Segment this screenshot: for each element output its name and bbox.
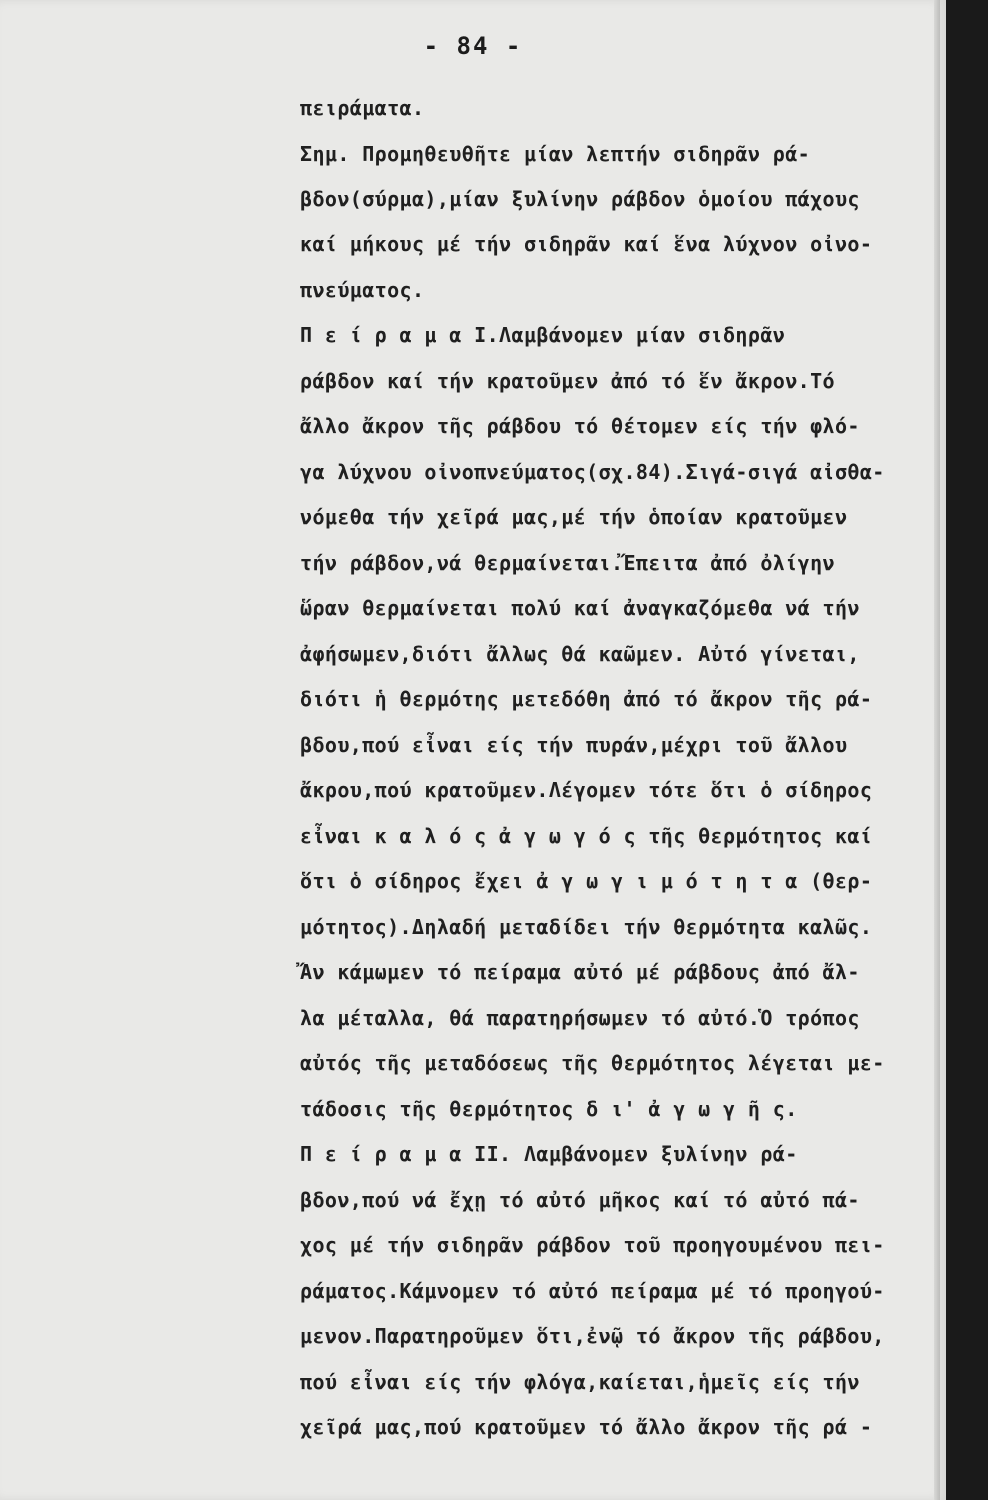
text-line: χεῖρά μας,πού κρατοῦμεν τό ἄλλο ἄκρον τῆς ρά - bbox=[300, 1415, 873, 1439]
text-line: καί μήκους μέ τήν σιδηρᾶν καί ἕνα λύχνον οἰνο- bbox=[300, 232, 873, 256]
text-line: Σημ. Προμηθευθῆτε μίαν λεπτήν σιδηρᾶν ρά- bbox=[300, 142, 811, 166]
text-line: διότι ἡ θερμότης μετεδόθη ἀπό τό ἄκρον τῆς ρά- bbox=[300, 687, 873, 711]
text-line: εἶναι κ α λ ό ς ἀ γ ω γ ό ς τῆς θερμότητος καί bbox=[300, 824, 873, 848]
text-line: πνεύματος. bbox=[300, 278, 425, 302]
text-line: τάδοσις τῆς θερμότητος δ ι' ἀ γ ω γ ῆ ς. bbox=[300, 1097, 798, 1121]
text-line: χος μέ τήν σιδηρᾶν ράβδον τοῦ προηγουμένου πει- bbox=[300, 1233, 885, 1257]
text-line: ἀφήσωμεν,διότι ἄλλως θά καῶμεν. Αὐτό γίνεται, bbox=[300, 642, 860, 666]
text-line: πειράματα. bbox=[300, 96, 425, 120]
text-line: ἄλλο ἄκρον τῆς ράβδου τό θέτομεν είς τήν φλό- bbox=[300, 414, 860, 438]
text-line: μενον.Παρατηροῦμεν ὅτι,ἐνῷ τό ἄκρον τῆς ράβδου, bbox=[300, 1324, 885, 1348]
text-line: γα λύχνου οἰνοπνεύματος(σχ.84).Σιγά-σιγά αἰσθα- bbox=[300, 460, 885, 484]
text-line: βδον(σύρμα),μίαν ξυλίνην ράβδον ὁμοίου πάχους bbox=[300, 187, 860, 211]
text-line: λα μέταλλα, θά παρατηρήσωμεν τό αὐτό.Ὁ τρόπος bbox=[300, 1006, 860, 1030]
text-line: βδου,πού εἶναι είς τήν πυράν,μέχρι τοῦ ἄλλου bbox=[300, 733, 848, 757]
text-line: Π ε ί ρ α μ α Ι.Λαμβάνομεν μίαν σιδηρᾶν bbox=[300, 323, 786, 347]
text-line: ράβδον καί τήν κρατοῦμεν ἀπό τό ἕν ἄκρον.Τό bbox=[300, 369, 835, 393]
text-line: νόμεθα τήν χεῖρά μας,μέ τήν ὁποίαν κρατοῦμεν bbox=[300, 505, 848, 529]
text-line: ράματος.Κάμνομεν τό αὐτό πείραμα μέ τό προηγού- bbox=[300, 1279, 885, 1303]
text-line: αὐτός τῆς μεταδόσεως τῆς θερμότητος λέγεται με- bbox=[300, 1051, 885, 1075]
text-line: πού εἶναι είς τήν φλόγα,καίεται,ἡμεῖς είς τήν bbox=[300, 1370, 860, 1394]
text-line: ἄκρου,πού κρατοῦμεν.Λέγομεν τότε ὅτι ὁ σίδηρος bbox=[300, 778, 873, 802]
text-line: Π ε ί ρ α μ α ΙΙ. Λαμβάνομεν ξυλίνην ρά- bbox=[300, 1142, 798, 1166]
text-line: μότητος).Δηλαδή μεταδίδει τήν θερμότητα καλῶς. bbox=[300, 915, 873, 939]
page-number: - 84 - bbox=[423, 32, 523, 60]
page-edge-shadow bbox=[934, 0, 940, 1500]
text-line: Ἄν κάμωμεν τό πείραμα αὐτό μέ ράβδους ἀπό ἄλ- bbox=[300, 960, 860, 984]
text-line: ὅτι ὁ σίδηρος ἔχει ἀ γ ω γ ι μ ό τ η τ α (θερ- bbox=[300, 869, 873, 893]
text-line: τήν ράβδον,νά θερμαίνεται.Ἔπειτα ἀπό ὀλίγην bbox=[300, 551, 835, 575]
text-line: βδον,πού νά ἔχῃ τό αὐτό μῆκος καί τό αὐτό πά- bbox=[300, 1188, 860, 1212]
text-line: ὥραν θερμαίνεται πολύ καί ἀναγκαζόμεθα νά τήν bbox=[300, 596, 860, 620]
